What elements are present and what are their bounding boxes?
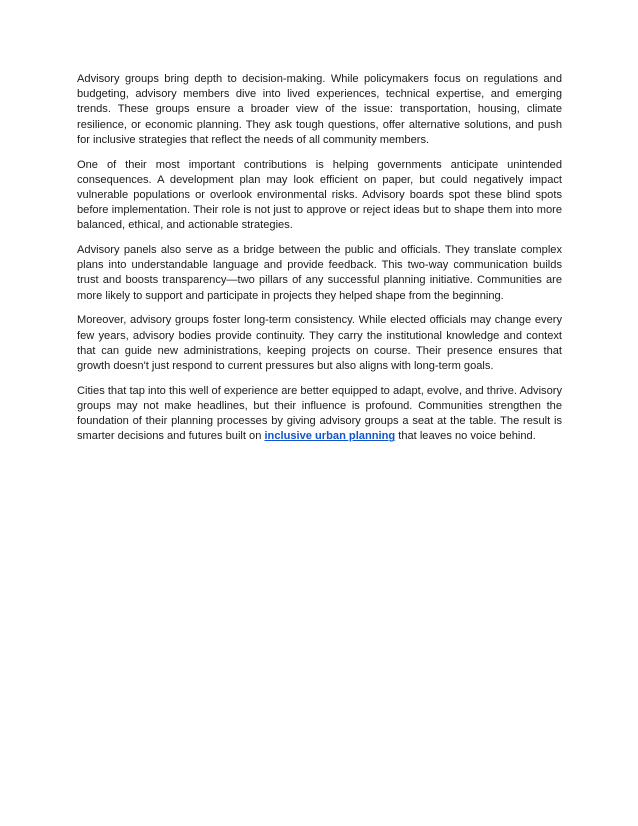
paragraph-4: Moreover, advisory groups foster long-term consistency. While elected officials may change every few years, advisory bodies provide continuity. They carry the institutional knowledge and context that can guide new administrations, keeping projects on course. Their presence ensures that growth doesn't just respond to current pressures but also aligns with long-term goals. xyxy=(77,314,562,372)
paragraph-2: One of their most important contributions is helping governments anticipate unintended consequences. A development plan may look efficient on paper, but could negatively impact vulnerable populations or overlook environmental risks. Advisory boards spot these blind spots before implementation. Their role is not just to approve or reject ideas but to shape them into more balanced, ethical, and actionable strategies. xyxy=(77,158,562,232)
paragraph-5 xyxy=(77,384,562,445)
paragraph-3: Advisory panels also serve as a bridge between the public and officials. They translate complex plans into understandable language and provide feedback. This two-way communication builds trust and boosts transparency—two pillars of any successful planning initiative. Communities are more likely to support and participate in projects they helped shape from the beginning. xyxy=(77,244,562,302)
inclusive-urban-planning-link[interactable]: inclusive urban planning xyxy=(264,430,396,443)
paragraph-5-text-before-link: Cities that tap into this well of experience are better equipped to adapt, evolve, and thrive. Advisory groups may not make headlines, but their influence is profound. Communities strengthen the foundation of their planning processes by giving advisory groups a seat at the table. The result is smarter decisions and futures built on xyxy=(77,384,562,443)
document-body xyxy=(77,72,562,454)
paragraph-1: Advisory groups bring depth to decision-making. While policymakers focus on regulations and budgeting, advisory members dive into lived experiences, technical expertise, and emerging trends. These groups ensure a broader view of the issue: transportation, housing, climate resilience, or economic planning. They ask tough questions, offer alternative solutions, and push for inclusive strategies that reflect the needs of all community members. xyxy=(77,73,562,146)
paragraph-5-text-after-link: that leaves no voice behind. xyxy=(395,430,536,443)
